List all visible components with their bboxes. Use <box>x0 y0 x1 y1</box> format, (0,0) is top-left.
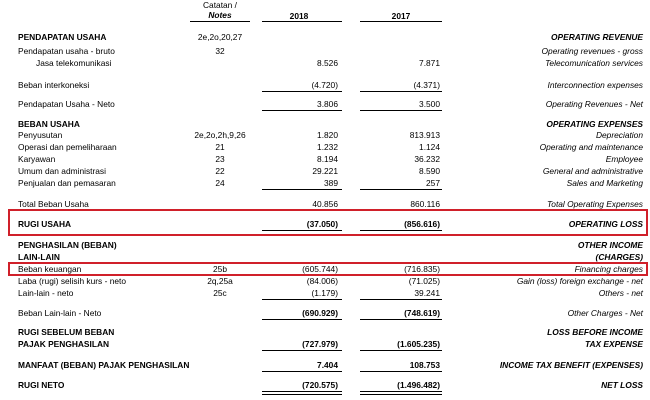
notes-header <box>188 0 252 20</box>
row-label: PENGHASILAN (BEBAN) <box>18 240 117 250</box>
row-value-2017: 1.124 <box>419 142 440 152</box>
row-value-2017: (716.835) <box>404 264 440 274</box>
row-note: 2q,25a <box>207 276 233 286</box>
row-label: PAJAK PENGHASILAN <box>18 339 110 349</box>
notes-header-line1: Catatan / <box>203 0 237 10</box>
total-underline <box>360 110 442 111</box>
subtotal-underline <box>360 319 442 320</box>
row-note: 24 <box>215 178 225 188</box>
row-value-2018: 40.856 <box>312 199 338 209</box>
row-label-en: (CHARGES) <box>595 252 643 262</box>
subtotal-underline <box>262 319 342 320</box>
row-value-2018: 7.404 <box>317 360 338 370</box>
subtotal-underline <box>360 350 442 351</box>
row-value-2018: (84.006) <box>306 276 338 286</box>
row-label-en: Total Operating Expenses <box>546 199 643 209</box>
row-label: RUGI SEBELUM BEBAN <box>18 327 115 337</box>
row-note: 21 <box>215 142 225 152</box>
row-label: Umum dan administrasi <box>18 166 106 176</box>
row-label-en: Financing charges <box>574 264 643 274</box>
row-label-en: Gain (loss) foreign exchange - net <box>516 276 643 286</box>
row-label-en: NET LOSS <box>601 380 643 390</box>
row-label: Pendapatan Usaha - Neto <box>18 99 115 109</box>
row-label-en: OTHER INCOME <box>577 240 643 250</box>
row-value-2017: 813.913 <box>409 130 440 140</box>
row-label: RUGI NETO <box>18 380 65 390</box>
row-value-2017: 3.500 <box>419 99 440 109</box>
row-label: Total Beban Usaha <box>18 199 89 209</box>
row-label: BEBAN USAHA <box>18 119 80 129</box>
row-label: Penyusutan <box>18 130 63 140</box>
subtotal-underline <box>262 299 342 300</box>
subtotal-underline <box>360 189 442 190</box>
row-value-2018: (605.744) <box>302 264 338 274</box>
row-label-en: Other Charges - Net <box>567 308 643 318</box>
row-label: Penjualan dan pemasaran <box>18 178 116 188</box>
row-label: PENDAPATAN USAHA <box>18 32 107 42</box>
subtotal-underline <box>262 189 342 190</box>
row-value-2017: 36.232 <box>414 154 440 164</box>
subtotal-underline <box>262 350 342 351</box>
row-label: RUGI USAHA <box>18 219 72 229</box>
notes-header-line2: Notes <box>208 10 232 20</box>
row-value-2018: (720.575) <box>302 380 338 390</box>
row-label-en: TAX EXPENSE <box>584 339 643 349</box>
row-label-en: Operating Revenues - Net <box>545 99 643 109</box>
row-label: MANFAAT (BEBAN) PAJAK PENGHASILAN <box>18 360 190 370</box>
notes-header-underline <box>190 21 250 22</box>
row-value-2018: 389 <box>324 178 338 188</box>
grand-total-double-underline <box>360 391 442 395</box>
row-value-2018: 8.526 <box>317 58 338 68</box>
row-label-en: INCOME TAX BENEFIT (EXPENSES) <box>499 360 643 370</box>
row-value-2017: (1.496.482) <box>397 380 440 390</box>
row-value-2018: (37.050) <box>306 219 338 229</box>
row-label-en: Interconnection expenses <box>547 80 643 90</box>
row-label: Beban Lain-lain - Neto <box>18 308 102 318</box>
row-note: 2e,2o,20,27 <box>197 32 243 42</box>
row-note: 25b <box>213 264 227 274</box>
total-underline <box>262 230 342 231</box>
subtotal-underline <box>262 91 342 92</box>
row-value-2017: (856.616) <box>404 219 440 229</box>
row-label-en: Operating and maintenance <box>539 142 643 152</box>
row-value-2018: 1.820 <box>317 130 338 140</box>
subtotal-underline <box>360 371 442 372</box>
row-label-en: Employee <box>605 154 643 164</box>
row-label: Pendapatan usaha - bruto <box>18 46 115 56</box>
row-value-2017: 39.241 <box>414 288 440 298</box>
row-value-2018: 1.232 <box>317 142 338 152</box>
row-note: 22 <box>215 166 225 176</box>
row-label: Laba (rugi) selisih kurs - neto <box>18 276 126 286</box>
subtotal-underline <box>262 371 342 372</box>
row-value-2018: 3.806 <box>317 99 338 109</box>
row-label-en: Others - net <box>598 288 643 298</box>
total-underline <box>360 230 442 231</box>
year-2018-underline <box>262 21 342 22</box>
row-value-2017: (748.619) <box>404 308 440 318</box>
row-label-en: OPERATING LOSS <box>568 219 643 229</box>
row-value-2018: (1.179) <box>311 288 338 298</box>
total-underline <box>262 110 342 111</box>
row-label: Operasi dan pemeliharaan <box>18 142 117 152</box>
row-value-2017: (71.025) <box>408 276 440 286</box>
row-label: Lain-lain - neto <box>18 288 74 298</box>
row-value-2018: 8.194 <box>317 154 338 164</box>
row-value-2017: 257 <box>426 178 440 188</box>
row-note: 2e,2o,2h,9,26 <box>194 130 246 140</box>
row-label-en: OPERATING EXPENSES <box>546 119 643 129</box>
row-label: Beban keuangan <box>18 264 82 274</box>
row-value-2017: 8.590 <box>419 166 440 176</box>
row-label: Jasa telekomunikasi <box>36 58 112 68</box>
row-label: LAIN-LAIN <box>18 252 60 262</box>
row-value-2017: 7.871 <box>419 58 440 68</box>
row-note: 32 <box>215 46 225 56</box>
row-value-2017: 108.753 <box>409 360 440 370</box>
year-2017-header: 2017 <box>391 11 411 21</box>
row-value-2017: 860.116 <box>410 199 440 209</box>
row-label-en: LOSS BEFORE INCOME <box>547 327 643 337</box>
row-value-2017: (1.605.235) <box>397 339 440 349</box>
subtotal-underline <box>360 299 442 300</box>
row-label-en: Sales and Marketing <box>566 178 643 188</box>
row-label-en: General and administrative <box>542 166 643 176</box>
row-label: Karyawan <box>18 154 56 164</box>
row-label-en: Operating revenues - gross <box>541 46 643 56</box>
row-note: 25c <box>213 288 227 298</box>
row-value-2018: (727.979) <box>302 339 338 349</box>
row-label: Beban interkoneksi <box>18 80 90 90</box>
subtotal-underline <box>360 91 442 92</box>
row-label-en: Depreciation <box>595 130 643 140</box>
row-value-2018: 29.221 <box>312 166 338 176</box>
row-value-2018: (4.720) <box>311 80 338 90</box>
row-value-2018: (690.929) <box>302 308 338 318</box>
row-label-en: OPERATING REVENUE <box>551 32 643 42</box>
row-note: 23 <box>215 154 225 164</box>
grand-total-double-underline <box>262 391 342 395</box>
year-2018-header: 2018 <box>289 11 309 21</box>
row-value-2017: (4.371) <box>413 80 440 90</box>
year-2017-underline <box>360 21 442 22</box>
row-label-en: Telecomunication services <box>545 58 643 68</box>
